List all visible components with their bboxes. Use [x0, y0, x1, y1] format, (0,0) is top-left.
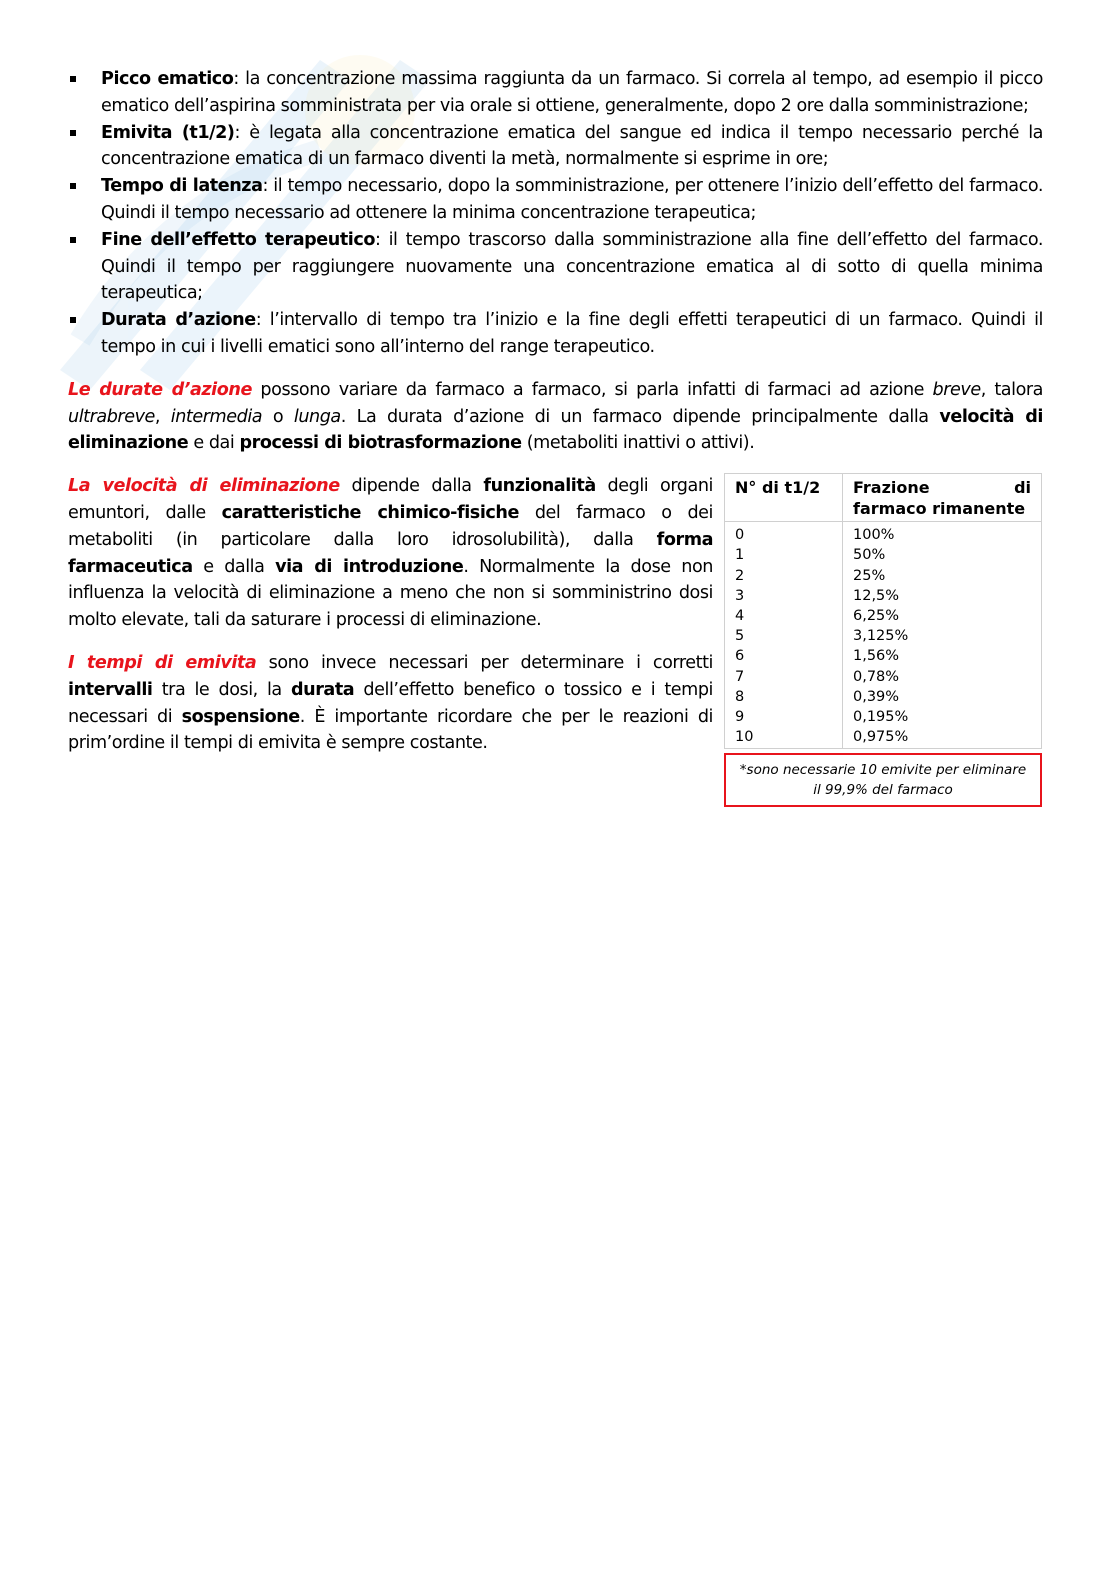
table-note: *sono necessarie 10 emivite per eliminare il 99,9% del farmaco	[724, 753, 1042, 807]
term-emivita: Emivita (t1/2)	[101, 122, 235, 143]
text-bold: sospensione	[181, 706, 300, 727]
text-italic: breve	[932, 379, 981, 400]
header-text: farmaco rimanente	[853, 499, 1026, 519]
cell-n: 0	[725, 522, 843, 546]
cell-n: 4	[725, 606, 843, 626]
durate-heading: Le durate d’azione	[68, 379, 252, 400]
table-row	[725, 687, 1042, 707]
text-run: . È importante ricordare che per le reazioni di prim’ordine il tempi di emivita è sempre costante.	[68, 706, 713, 754]
text-italic: intermedia	[170, 406, 263, 427]
cell-fraction: 1,56%	[843, 646, 1042, 666]
text-bold: via di introduzione	[275, 556, 464, 577]
list-item	[68, 120, 1043, 174]
cell-n: 3	[725, 586, 843, 606]
text-italic: ultrabreve	[68, 406, 155, 427]
term-fine-effetto: Fine dell’effetto terapeutico	[101, 229, 375, 250]
table-row	[725, 707, 1042, 727]
definition-text: : è legata alla concentrazione ematica del sangue ed indica il tempo necessario perché la concentrazione ematica di un farmaco diventi la metà, normalmente si esprime in ore;	[101, 122, 1043, 170]
left-column	[68, 473, 713, 773]
table-row	[725, 566, 1042, 586]
text-run: (metaboliti inattivi o attivi).	[521, 433, 755, 454]
text-run: e dai	[188, 433, 240, 454]
velocita-heading: La velocità di eliminazione	[68, 476, 340, 497]
definition-text: : l’intervallo di tempo tra l’inizio e la fine degli effetti terapeutici di un farmaco. Quindi il tempo in cui i livelli ematici sono all’interno del range terapeutico.	[101, 310, 1043, 357]
cell-n: 9	[725, 707, 843, 727]
text-italic: lunga	[293, 406, 341, 427]
cell-fraction: 0,39%	[843, 687, 1042, 707]
tempi-heading: I tempi di emivita	[68, 652, 257, 673]
text-bold: caratteristiche chimico-fisiche	[221, 502, 519, 523]
text-run: e dalla	[192, 556, 276, 577]
table-row	[725, 586, 1042, 606]
durate-paragraph	[68, 377, 1043, 457]
text-run: del farmaco o dei metaboliti (in particolare dalla loro idrosolubilità), dalla	[68, 502, 713, 550]
text-run: . Normalmente la dose non influenza la velocità di eliminazione a meno che non si somministrino dosi molto elevate, tali da saturare i processi di eliminazione.	[68, 556, 713, 631]
text-run: sono invece necessari per determinare i corretti	[256, 652, 713, 673]
column-header-n: N° di t1/2	[725, 474, 843, 522]
header-text: di	[1014, 478, 1031, 498]
list-item	[68, 227, 1043, 307]
table-row	[725, 626, 1042, 646]
text-bold: durata	[290, 679, 355, 700]
tempi-paragraph	[68, 650, 713, 757]
text-run: o	[262, 406, 294, 427]
text-bold: forma farmaceutica	[68, 529, 713, 577]
cell-fraction: 0,195%	[843, 707, 1042, 727]
table-row	[725, 606, 1042, 626]
cell-n: 1	[725, 545, 843, 565]
text-run: ,	[154, 406, 171, 427]
text-bold: velocità di eliminazione	[68, 406, 1043, 454]
cell-n: 5	[725, 626, 843, 646]
cell-fraction: 0,975%	[843, 727, 1042, 749]
page-content	[68, 66, 1043, 833]
cell-fraction: 50%	[843, 545, 1042, 565]
list-item	[68, 66, 1043, 120]
text-run: , talora	[980, 379, 1044, 400]
list-item	[68, 307, 1043, 361]
cell-n: 6	[725, 646, 843, 666]
list-item	[68, 173, 1043, 227]
text-run: degli organi emuntori, dalle	[68, 476, 713, 523]
table-row	[725, 522, 1042, 546]
cell-fraction: 12,5%	[843, 586, 1042, 606]
cell-n: 2	[725, 566, 843, 586]
cell-n: 8	[725, 687, 843, 707]
header-text: Frazione	[853, 478, 930, 498]
two-column-section	[68, 473, 1043, 833]
velocita-paragraph	[68, 473, 713, 634]
table-row	[725, 727, 1042, 749]
text-run: possono variare da farmaco a farmaco, si parla infatti di farmaci ad azione	[251, 379, 933, 400]
table-row	[725, 646, 1042, 666]
table-header-row	[725, 474, 1042, 522]
cell-fraction: 25%	[843, 566, 1042, 586]
text-bold: funzionalità	[483, 476, 596, 497]
definition-text: : il tempo trascorso dalla somministrazione alla fine dell’effetto del farmaco. Quindi il tempo per raggiungere nuovamente una concentrazione ematica al di sotto di quella minima terapeutica;	[101, 229, 1043, 304]
text-run: dell’effetto benefico o tossico e i tempi necessari di	[68, 679, 713, 727]
term-tempo-latenza: Tempo di latenza	[101, 176, 263, 197]
table-row	[725, 667, 1042, 687]
cell-n: 7	[725, 667, 843, 687]
definition-text: : il tempo necessario, dopo la somministrazione, per ottenere l’inizio dell’effetto del farmaco. Quindi il tempo necessario ad ottenere la minima concentrazione terapeutica;	[101, 176, 1044, 223]
table-row	[725, 545, 1042, 565]
text-run: . La durata d’azione di un farmaco dipende principalmente dalla	[340, 406, 940, 427]
term-durata-azione: Durata d’azione	[101, 310, 256, 331]
right-column	[724, 473, 1042, 807]
cell-fraction: 100%	[843, 522, 1042, 546]
cell-fraction: 3,125%	[843, 626, 1042, 646]
text-run: dipende dalla	[339, 476, 484, 497]
half-life-table	[724, 473, 1042, 749]
definition-text: : la concentrazione massima raggiunta da un farmaco. Si correla al tempo, ad esempio il picco ematico dell’aspirina somministrata per via orale si ottiene, generalmente, dopo 2 ore dalla somministrazione;	[101, 69, 1043, 116]
text-run: tra le dosi, la	[152, 679, 291, 700]
cell-fraction: 6,25%	[843, 606, 1042, 626]
text-bold: intervalli	[68, 679, 153, 700]
column-header-fraction	[843, 474, 1042, 522]
definitions-list	[68, 66, 1043, 361]
cell-fraction: 0,78%	[843, 667, 1042, 687]
cell-n: 10	[725, 727, 843, 749]
text-bold: processi di biotrasformazione	[239, 433, 522, 454]
term-picco-ematico: Picco ematico	[101, 69, 234, 89]
